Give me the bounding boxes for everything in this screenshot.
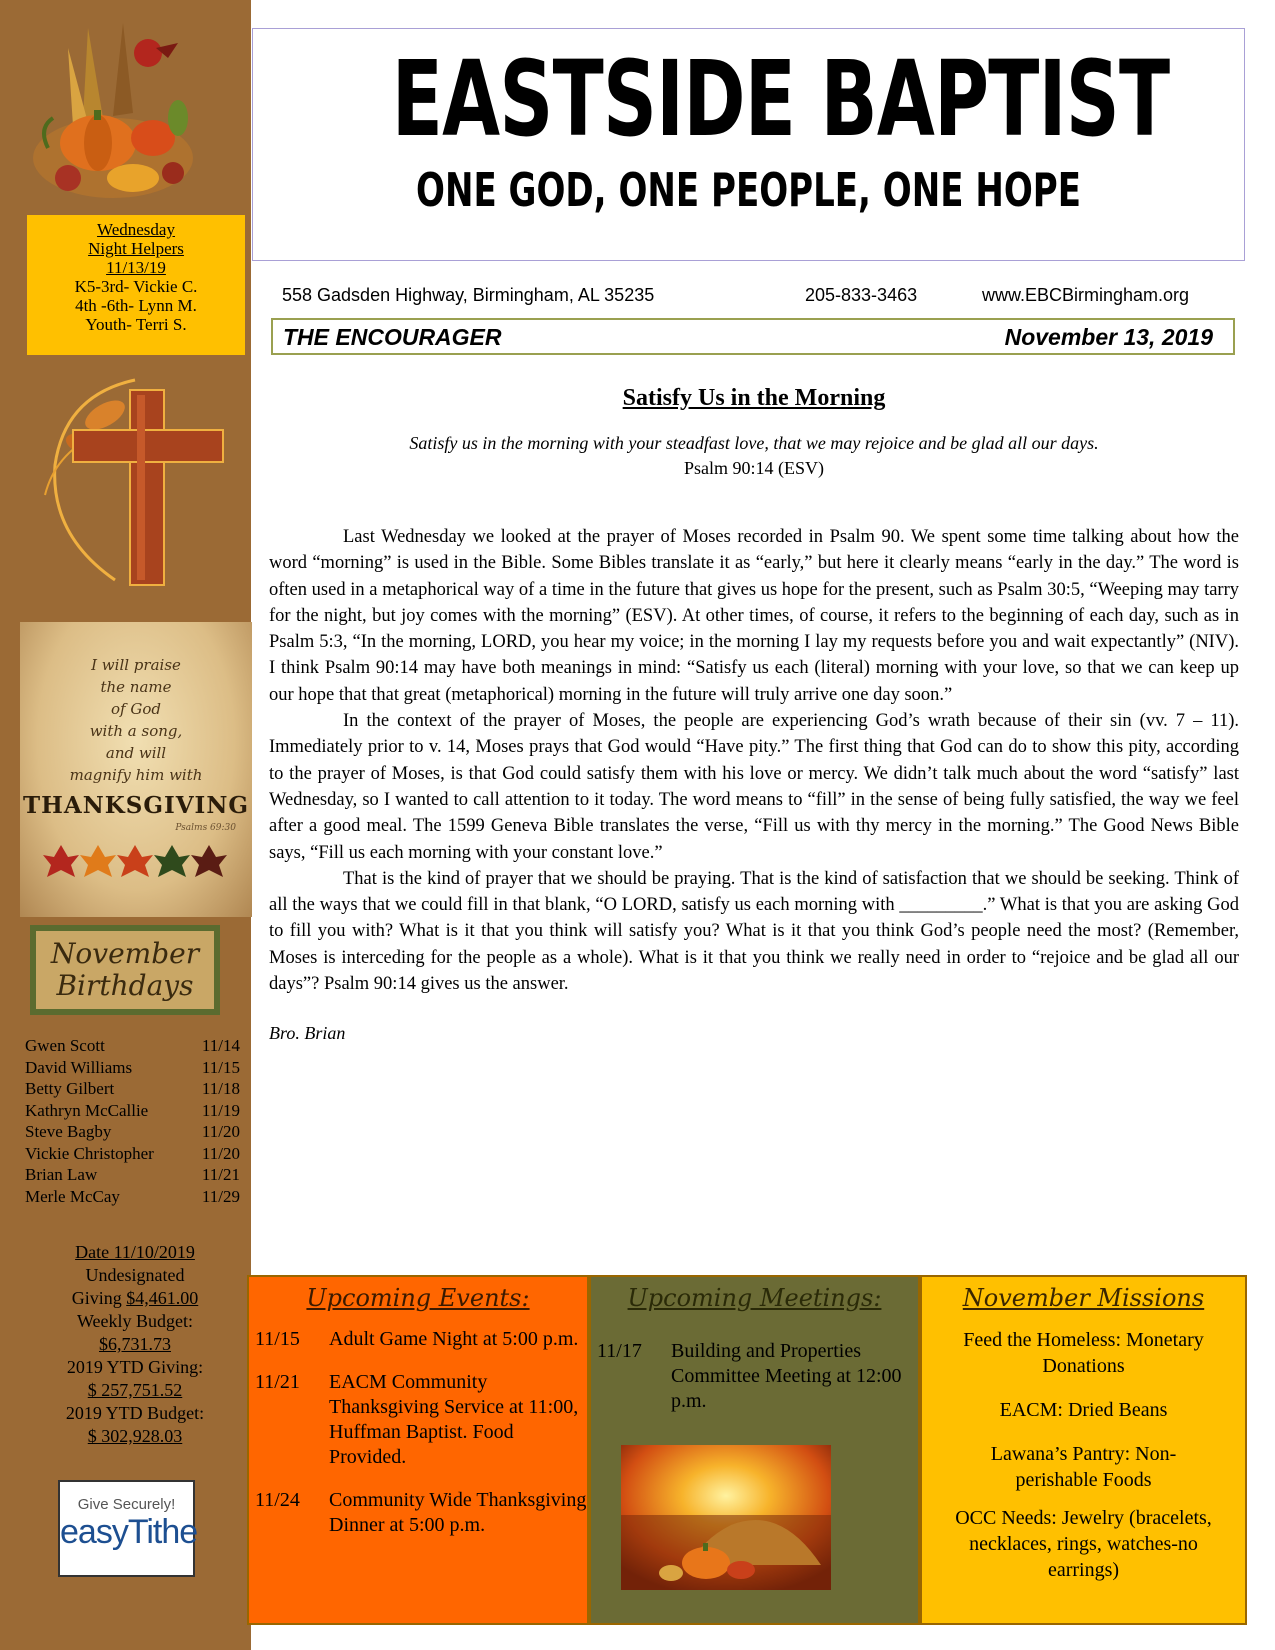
- upcoming-events-box: [247, 1275, 589, 1625]
- mission-item: OCC Needs: Jewelry (bracelets, necklaces, rings, watches-no earrings): [955, 1507, 1212, 1581]
- scripture-reference: Psalm 90:14 (ESV): [683, 458, 824, 478]
- article: [269, 382, 1239, 1044]
- event-text: Community Wide Thanksgiving Dinner at 5:00 p.m.: [329, 1489, 587, 1536]
- birthday-name: Steve Bagby: [25, 1122, 112, 1141]
- easytithe-wordmark: easyTithe: [60, 1513, 198, 1551]
- verse-line: magnify him with: [69, 766, 203, 784]
- list-item: [25, 1078, 240, 1100]
- meeting-date: 11/17: [597, 1340, 642, 1362]
- giving-value: $ 302,928.03: [87, 1426, 183, 1446]
- birthday-date: 11/21: [201, 1165, 240, 1184]
- birthday-name: Betty Gilbert: [25, 1079, 115, 1098]
- article-signature: Bro. Brian: [269, 1023, 346, 1044]
- autumn-leaves-icon: [20, 839, 252, 881]
- giving-label: Giving: [71, 1288, 127, 1308]
- birthday-name: Merle McCay: [25, 1186, 120, 1206]
- helpers-line: Youth- Terri S.: [85, 315, 187, 334]
- event-item: [255, 1370, 587, 1470]
- list-item: [25, 1100, 240, 1122]
- event-date: 11/15: [255, 1328, 300, 1350]
- phone: 205-833-3463: [805, 285, 918, 305]
- upcoming-meetings-box: [589, 1275, 920, 1625]
- giving-value: $4,461.00: [126, 1288, 199, 1308]
- issue-date: November 13, 2019: [1004, 324, 1213, 350]
- sidebar: [0, 0, 251, 1650]
- giving-label: Weekly Budget:: [76, 1311, 194, 1331]
- church-tagline: ONE GOD, ONE PEOPLE, ONE HOPE: [416, 163, 1081, 217]
- birthday-list: [25, 1035, 240, 1207]
- harvest-cornucopia-image: [28, 8, 198, 203]
- verse-line: and will: [105, 744, 167, 762]
- easytithe-logo-link[interactable]: [58, 1480, 198, 1577]
- church-name: EASTSIDE BAPTIST: [391, 38, 1170, 160]
- birthday-date: 11/15: [201, 1057, 240, 1077]
- giving-value: $ 257,751.52: [87, 1380, 183, 1400]
- event-text: Adult Game Night at 5:00 p.m.: [329, 1328, 579, 1350]
- helpers-date: 11/13/19: [106, 258, 166, 277]
- easytithe-tagline: Give Securely!: [77, 1496, 176, 1513]
- event-date: 11/21: [255, 1371, 300, 1393]
- helpers-title: Wednesday: [97, 220, 175, 239]
- giving-label: 2019 YTD Giving:: [66, 1357, 204, 1377]
- address: 558 Gadsden Highway, Birmingham, AL 35235: [282, 285, 655, 305]
- missions-title: November Missions: [962, 1284, 1205, 1312]
- mission-item: Feed the Homeless: Monetary Donations: [963, 1329, 1204, 1377]
- mission-item: EACM: Dried Beans: [999, 1399, 1168, 1421]
- article-paragraph: That is the kind of prayer that we should be praying. That is the kind of satisfaction that we should be seeking. Think of all the ways that we could fill in that blank, “O LORD, satisfy us each morning with _________.” What is that you are asking God to fill you with? What is it that you think will satisfy you? What is it that you think God’s people need the most? (Remember, Moses is interceding for the people as a whole). What is it that you think we really need in order to “rejoice and be glad all our days”? Psalm 90:14 gives us the answer.: [269, 868, 1239, 995]
- birthdays-heading-line: November: [50, 937, 200, 970]
- giving-date: Date 11/10/2019: [75, 1242, 195, 1262]
- meeting-item: [597, 1339, 918, 1414]
- verse-line: of God: [111, 700, 161, 718]
- verse-line: the name: [100, 678, 172, 696]
- birthdays-heading-line: Birthdays: [56, 969, 194, 1002]
- cornucopia-sunset-image: [621, 1445, 831, 1590]
- meeting-text: Building and Properties Committee Meeting at 12:00 p.m.: [671, 1340, 902, 1412]
- newsletter-bar: [271, 318, 1235, 355]
- article-headline: Satisfy Us in the Morning: [622, 385, 886, 411]
- thanksgiving-word: THANKSGIVING: [23, 792, 249, 819]
- website-link[interactable]: www.EBCBirmingham.org: [982, 285, 1190, 305]
- helpers-line: 4th -6th- Lynn M.: [75, 296, 197, 315]
- giving-value: $6,731.73: [99, 1334, 171, 1354]
- giving-label: Undesignated: [85, 1265, 185, 1285]
- list-item: [25, 1164, 240, 1186]
- november-missions-box: [920, 1275, 1247, 1625]
- verse-line: I will praise: [91, 656, 181, 674]
- event-item: [255, 1327, 587, 1352]
- birthdays-heading: [30, 925, 220, 1015]
- birthday-date: 11/19: [201, 1100, 240, 1120]
- autumn-cross-image: [25, 375, 235, 590]
- giving-summary: [20, 1241, 250, 1448]
- article-paragraph: Last Wednesday we looked at the prayer of Moses recorded in Psalm 90. We spent some time talking about how the word “morning” is used in the Bible. Some Bibles translate it as “early,” but here it clearly means “early in the day.” The word is often used in a metaphorical way of a time in the future that gives us hope for the present, such as Psalm 30:5, “Weeping may tarry for the night, but joy comes with the morning” (ESV). At other times, of course, it refers to the beginning of each day, such as in Psalm 5:3, “In the morning, LORD, you hear my voice; in the morning I lay my requests before you and wait expectantly” (NIV). I think Psalm 90:14 may have both meanings in mind: “Satisfy us each (literal) morning with your love, so that we can keep up our hope that that great (metaphorical) morning in the future will truly arrive one day soon.”: [269, 527, 1239, 705]
- list-item: [25, 1143, 240, 1165]
- mission-item: Lawana’s Pantry: Non-perishable Foods: [990, 1443, 1177, 1491]
- helpers-line: K5-3rd- Vickie C.: [74, 277, 198, 296]
- verse-line: with a song,: [89, 722, 183, 740]
- birthday-date: 11/18: [201, 1079, 240, 1098]
- events-title: Upcoming Events:: [306, 1284, 530, 1312]
- birthday-name: Vickie Christopher: [25, 1143, 154, 1163]
- masthead: [252, 28, 1245, 261]
- thanksgiving-verse-card: [20, 622, 252, 917]
- birthday-name: Gwen Scott: [25, 1036, 105, 1055]
- birthday-date: 11/20: [201, 1122, 240, 1141]
- newsletter-name: THE ENCOURAGER: [283, 324, 502, 350]
- list-item: [25, 1121, 240, 1143]
- birthday-date: 11/20: [201, 1143, 240, 1163]
- helpers-subtitle: Night Helpers: [88, 239, 184, 258]
- birthday-date: 11/14: [201, 1036, 240, 1055]
- meetings-title: Upcoming Meetings:: [627, 1284, 882, 1312]
- event-date: 11/24: [255, 1489, 300, 1511]
- scripture-quote: Satisfy us in the morning with your steadfast love, that we may rejoice and be glad all our days.: [409, 433, 1099, 453]
- list-item: [25, 1035, 240, 1057]
- birthday-name: Kathryn McCallie: [25, 1100, 149, 1120]
- birthday-name: David Williams: [25, 1057, 133, 1077]
- list-item: [25, 1057, 240, 1079]
- article-paragraph: In the context of the prayer of Moses, the people are experiencing God’s wrath because of their sin (vv. 7 – 11). Immediately prior to v. 14, Moses prays that God would “Have pity.” The first thing that God can do to show this pity, according to the prayer of Moses, is that God could satisfy them with his love or mercy. We didn’t talk much about the word “satisfy” last Wednesday, so I wanted to call attention to it today. The word means to “fill” in the sense of being fully satisfied, the way we feel after a good meal. The 1599 Geneva Bible translates the verse, “Fill us with thy mercy in the morning.” The Good News Bible says, “Fill us each morning with your constant love.”: [269, 711, 1239, 863]
- giving-label: 2019 YTD Budget:: [65, 1403, 205, 1423]
- event-item: [255, 1488, 587, 1538]
- article-body: [269, 524, 1239, 997]
- night-helpers-box: [27, 215, 245, 355]
- birthday-name: Brian Law: [25, 1165, 98, 1184]
- verse-reference: Psalms 69:30: [175, 823, 236, 833]
- list-item: [25, 1186, 240, 1208]
- birthday-date: 11/29: [201, 1186, 240, 1206]
- event-text: EACM Community Thanksgiving Service at 11:00, Huffman Baptist. Food Provided.: [329, 1371, 579, 1468]
